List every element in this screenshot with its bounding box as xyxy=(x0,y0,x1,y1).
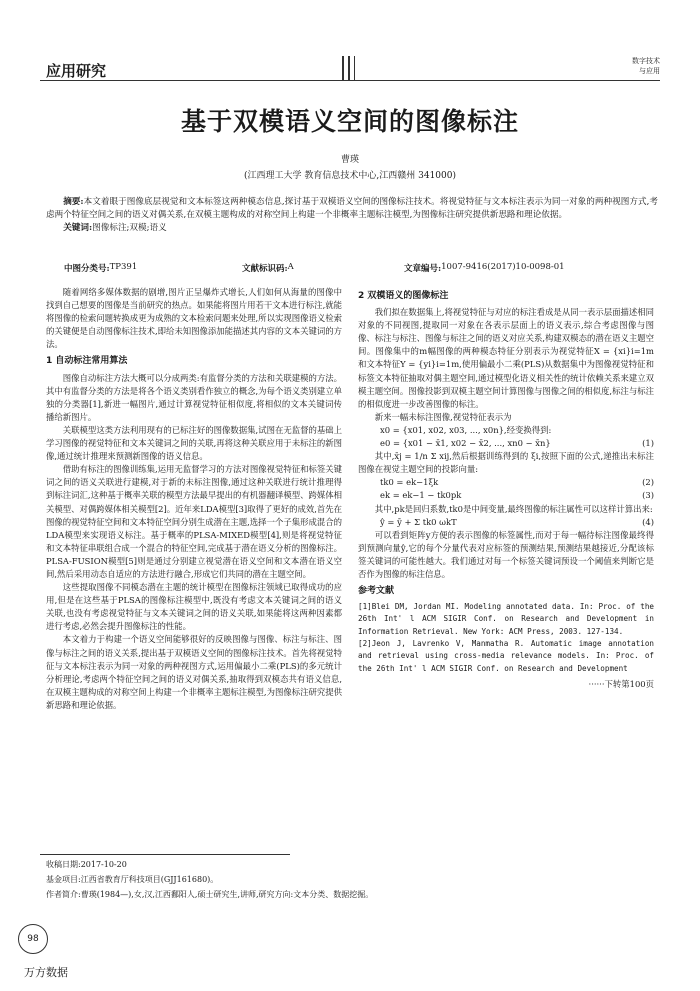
references-heading: 参考文献 xyxy=(358,586,395,597)
equation-3-text: ek = ek−1 − tk0pk xyxy=(380,490,462,501)
section-2-paragraph-2: 新来一幅未标注图像,视觉特征表示为 xyxy=(374,411,512,422)
reference-1: [1]Blei DM, Jordan MI. Modeling annotated data. In: Proc. of the 26th Int' l ACM SIGIR Conf. on Research and Development in Information Retrieval. New York: ACM Press, 2003. 127-134. xyxy=(358,602,654,636)
section-2-paragraph-4: 其中,pk是回归系数,tk0是中间变量,最终图像的标注属性可以这样计算出来: xyxy=(374,503,653,514)
journal-logo xyxy=(598,56,660,82)
section-2-paragraph-1: 我们拟在数据集上,将视觉特征与对应的标注看成是从同一表示层面描述相同对象的不同视图,提取同一对象在各表示层面上的语义表示,综合考虑图像与图像、标注与标注、图像与标注之间的语义对应关系,构建双模态的潜在语义主题空间。图像集中的m幅图像的两种模态特征分别表示为视觉特征X = {xi}i=1m 和文本特征Y = {yi}i=1m,使用偏最小二乘(PLS)从数据集中为图像视觉特征和标签文本特征抽取对偶主题空间,通过模型化语义相关性的统计依赖关系来建立双模主题空间。图像投影到双模主题空间计算图像与图像之间的相似度,标注与标注的相似度进一步改善图像的标注。 xyxy=(358,307,654,409)
section-2-paragraph-5: 可以看到矩阵y方便的表示图像的标签属性,而对于每一幅待标注图像最终得到预测向量ŷ,它的每个分量代表对应标签的预测结果,预测结果越接近,分配该标签关键词的可能性越大。我们通过对每一个标签关键词预设一个阈值来判断它是否作为图像的标注信息。 xyxy=(358,529,654,579)
doc-code-label: 文献标识码: xyxy=(242,264,288,274)
article-no-value: 1007-9416(2017)10-0098-01 xyxy=(441,262,565,272)
abstract-text xyxy=(46,196,658,222)
equation-1 xyxy=(358,437,654,450)
equation-4 xyxy=(358,516,654,529)
equation-4-text: ŷ = ȳ + Σ tk0 ωkT xyxy=(380,516,457,527)
section-1-paragraph-1: 图像自动标注方法大概可以分成两类:有监督分类的方法和关联建模的方法。其中有监督分类的方法是将各个语义类别看作独立的概念,为每个语义类别建立单独的分类器[1],新进一幅图片,通过计算视觉特征相似度,将相似的文本关键词传播给新图片。 xyxy=(46,372,342,422)
abstract-label: 摘要: xyxy=(63,197,84,207)
article-no-label: 文章编号: xyxy=(404,264,442,274)
equation-4-number: (4) xyxy=(642,516,654,527)
continued-note: ······下转第100页 xyxy=(588,678,654,689)
equation-2-text: tk0 = ek−1ξk xyxy=(380,477,439,488)
section-1-paragraph-5: 本文着力于构建一个语义空间能够很好的反映图像与图像、标注与标注、图像与标注之间的语义关系,提出基于双模语义空间的图像标注技术。首先将视觉特征与文本标注表示为同一对象的两种视图方式,运用偏最小二乘(PLS)的多元统计分析理论,考虑两个特征空间之间的语义对偶关系,抽取得到双模态共有语义信息,在双模主题构成的对称空间上构建一个非概率主题标注模型,为图像标注研究提供新思路和理论依据。 xyxy=(46,634,342,710)
fund-note: 基金项目:江西省教育厅科技项目(GJJ161680)。 xyxy=(46,875,219,884)
clc-label: 中图分类号: xyxy=(64,264,110,274)
header-divider-marks xyxy=(340,56,370,80)
doc-code-value: A xyxy=(287,262,294,272)
equation-2 xyxy=(358,476,654,489)
received-date: 收稿日期:2017-10-20 xyxy=(46,860,127,869)
equation-1-text: e0 = {x01 − x̄1, x02 − x̄2, ..., xn0 − x̄n} xyxy=(380,438,551,449)
equation-x0-text: x0 = {x01, x02, x03, ..., x0n},经变换得到: xyxy=(380,424,552,435)
author-name: 曹瑛 xyxy=(340,155,359,165)
section-1-paragraph-3: 借助有标注的图像训练集,运用无监督学习的方法对图像视觉特征和标签关键词之间的语义关联进行建模,对于新的未标注图像,通过这种关联进行统计推理得到标注词汇,这种基于概率关联的模型方法最早提出的有机器翻译模型、跨媒体相关模型、对偶跨媒体相关模型[2]。近年来LDA模型[3]取得了更好的成效,首先在图像的视觉特征空间和文本特征空间分别生成潜在主题,选择一个子集形成混合的LDA模型来实现语义标注。基于概率的PLSA-MIXED模型[4],则是将视觉特征和文本特征串联组合成一个混合的特征空间,完成基于潜在语义分析的图像标注。PLSA-FUSION模型[5]则是通过分别建立视觉潜在语义空间和文本潜在语义空间,然后采用动态自适应的方法进行融合,形成它们共同的潜在主题空间。 xyxy=(46,464,342,579)
section-1-paragraph-4: 这些提取图像不同模态潜在主题的统计模型在图像标注领域已取得成功的应用,但是在这些基于PLSA的图像标注模型中,既没有考虑文本关键词之间的语义关联,也没有考虑视觉特征与文本关键词之间的语义关联,如果能将这两种因素都进行考虑,必然会提升图像标注的性能。 xyxy=(46,582,342,632)
abstract-body: 本文着眼于图像底层视觉和文本标签这两种模态信息,探讨基于双模语义空间的图像标注技术。将视觉特征与文本标注表示为同一对象的两种视图方式,考虑两个特征空间之间的语义对偶关系,在双模主题构成的对称空间上构建一个非概率主题标注模型,为图像标注研究提供新思路和理论依据。 xyxy=(46,197,658,220)
equation-3-number: (3) xyxy=(642,490,654,501)
equation-x0 xyxy=(358,424,654,437)
footer-brand: 万方数据 xyxy=(24,966,68,979)
equation-2-number: (2) xyxy=(642,477,654,488)
section-label: 应用研究 xyxy=(46,62,107,80)
section-2-heading: 2 双模语义的图像标注 xyxy=(358,291,449,301)
reference-2: [2]Jeon J, Lavrenko V, Manmatha R. Automatic image annotation and retrieval using cross-media relevance models. In: Proc. of the 26th Int' l ACM SIGIR Conf. on Research and Development xyxy=(358,639,654,673)
keywords-value: 图像标注;双模;语义 xyxy=(92,223,167,233)
section-1-heading: 1 自动标注常用算法 xyxy=(46,356,128,367)
keywords-label: 关键词: xyxy=(63,223,93,233)
article-title: 基于双模语义空间的图像标注 xyxy=(180,107,519,136)
page-number: 98 xyxy=(27,934,39,944)
abstract-block xyxy=(46,196,658,235)
clc-value: TP391 xyxy=(109,262,138,272)
page-number-badge xyxy=(18,924,48,954)
keywords-line xyxy=(46,222,658,235)
section-2-paragraph-3: 其中,x̄j = 1/n Σ xij,然后根据训练得到的 ξi,按照下面的公式,递推出未标注图像在视觉主题空间的投影向量: xyxy=(358,451,654,475)
equation-1-number: (1) xyxy=(642,438,654,449)
footnote-rule xyxy=(40,854,290,855)
intro-paragraph: 随着网络多媒体数据的剧增,图片正呈爆炸式增长,人们如何从海量的图像中找到自己想要的图像是当前研究的热点。如果能将图片用若干文本进行标注,就能将图像的检索问题转换成更为成熟的文本检索问题来处理,所以实现图像语义检索的关键便是自动图像标注技术,即给未知图像添加能描述其内容的文本关键词的方法。 xyxy=(46,287,342,350)
author-bio: 作者简介:曹瑛(1984—),女,汉,江西鄱阳人,硕士研究生,讲师,研究方向:文本分类、数据挖掘。 xyxy=(46,890,374,899)
equation-3 xyxy=(358,489,654,502)
logo-line-1: 数字技术 xyxy=(632,57,660,65)
header-rule xyxy=(40,80,660,81)
section-1-paragraph-2: 关联模型这类方法利用现有的已标注好的图像数据集,试图在无监督的基础上学习图像的视觉特征和文本关键词之间的关联,再将这种关联应用于未标注的新图像,通过统计推理来预测新图像的语义信息。 xyxy=(46,424,342,462)
right-column xyxy=(358,286,654,691)
left-column xyxy=(46,286,342,712)
author-affiliation: (江西理工大学 教育信息技术中心,江西赣州 341000) xyxy=(244,171,456,181)
logo-line-2: 与应用 xyxy=(639,67,660,75)
